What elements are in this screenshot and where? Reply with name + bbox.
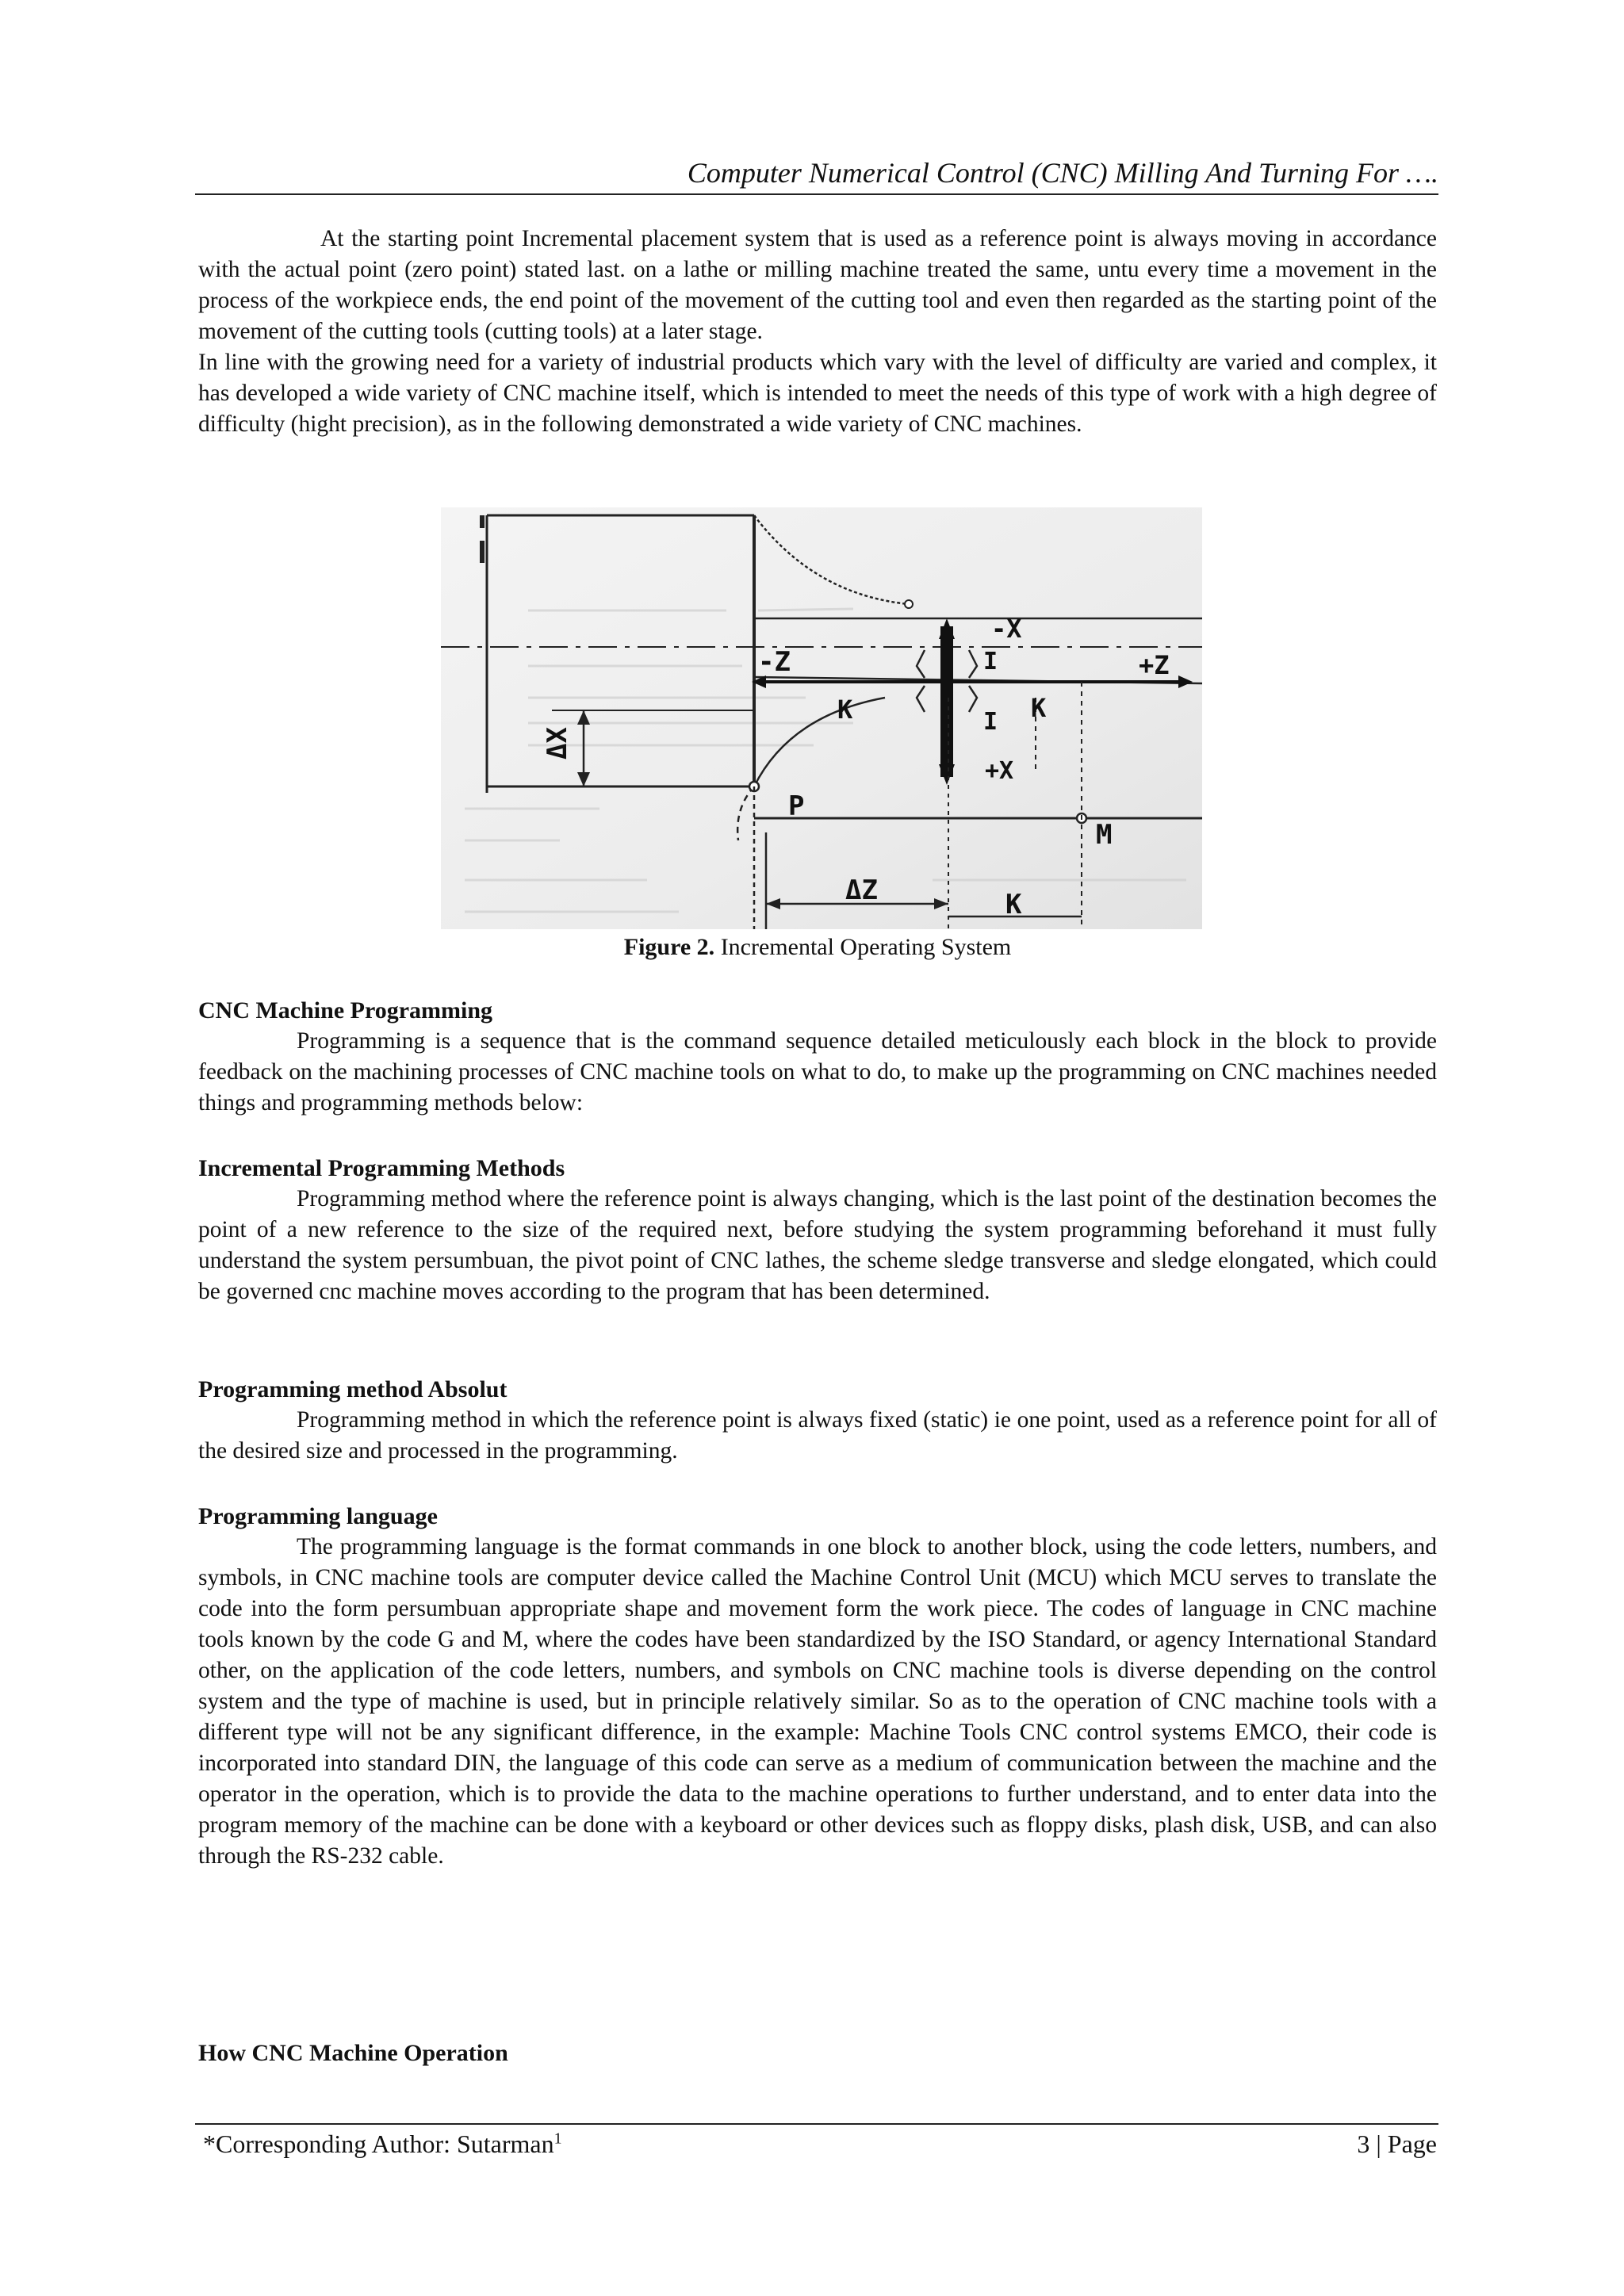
figure-diagram bbox=[441, 507, 1202, 929]
label-m: M bbox=[1096, 819, 1113, 851]
footer-author-sup: 1 bbox=[553, 2130, 562, 2148]
section-heading-cnc-programming: CNC Machine Programming bbox=[198, 997, 493, 1024]
label-minus-x: -X bbox=[991, 614, 1022, 644]
label-p: P bbox=[788, 790, 805, 822]
label-delta-z: ΔZ bbox=[845, 874, 878, 906]
label-k-bottom: K bbox=[1005, 889, 1022, 920]
section-text-incremental: Programming method where the reference point is always changing, which is the last point of the destination becomes the point of a new reference to the size of the required next, before studying the system programming beforehand it must fully understand the system persumbuan, the pivot point of CNC lathes, the scheme sledge transverse and sledge elongated, which could be governed cnc machine moves according to the program that has been determined. bbox=[198, 1186, 1437, 1304]
label-minus-z: -Z bbox=[758, 646, 791, 678]
label-delta-x: ΔX bbox=[542, 727, 573, 760]
figure-incremental-system bbox=[441, 507, 1202, 929]
running-title: Computer Numerical Control (CNC) Milling And Turning For …. bbox=[687, 157, 1438, 189]
intro-paragraph-1: At the starting point Incremental placement system that is used as a reference point is always moving in accordance with the actual point (zero point) stated last. on a lathe or milling machine treated the same, untu every time a movement in the process of the workpiece ends, the end point of the movement of the cutting tool and even then regarded as the starting point of the movement of the cutting tools (cutting tools) at a later stage. bbox=[198, 226, 1437, 344]
label-i-bottom: I bbox=[983, 708, 998, 736]
intro-paragraph-2: In line with the growing need for a variety of industrial products which vary with the level of difficulty are varied and complex, it has developed a wide variety of CNC machine itself, which is intended to meet the needs of this type of work with a high degree of difficulty (hight precision), as in the following demonstrated a wide variety of CNC machines. bbox=[198, 350, 1437, 437]
section-text-absolut: Programming method in which the reference point is always fixed (static) ie one point, used as a reference point for all of the desired size and processed in the programming. bbox=[198, 1407, 1437, 1464]
figure-caption-label: Figure 2. bbox=[623, 934, 715, 960]
label-i-top: I bbox=[983, 648, 998, 675]
label-plus-z: +Z bbox=[1139, 650, 1170, 680]
footer-author bbox=[203, 2128, 562, 2160]
section-text-cnc-programming: Programming is a sequence that is the command sequence detailed meticulously each block in the block to provide feedback on the machining processes of CNC machine tools on what to do, to make up the programming on CNC machines needed things and programming methods below: bbox=[198, 1028, 1437, 1115]
section-heading-absolut: Programming method Absolut bbox=[198, 1376, 508, 1402]
footer-author-text: *Corresponding Author: Sutarman bbox=[203, 2130, 554, 2158]
section-heading-operation: How CNC Machine Operation bbox=[198, 2040, 508, 2066]
label-plus-x: +X bbox=[985, 757, 1014, 785]
label-k-right: K bbox=[1031, 693, 1047, 723]
section-heading-language: Programming language bbox=[198, 1503, 438, 1529]
footer-rule bbox=[195, 2123, 1438, 2125]
label-k-left: K bbox=[837, 695, 853, 725]
section-heading-incremental: Incremental Programming Methods bbox=[198, 1155, 565, 1181]
figure-caption-text: Incremental Operating System bbox=[720, 934, 1012, 960]
header-rule bbox=[195, 193, 1438, 195]
point-circle-top bbox=[905, 600, 913, 608]
section-text-language: The programming language is the format commands in one block to another block, using the code letters, numbers, and symbols, in CNC machine tools are computer device called the Machine Control Unit (MCU) which MCU serves to translate the code into the form persumbuan appropriate shape and movement form the work piece. The codes of language in CNC machine tools known by the code G and M, where the codes have been standardized by the ISO Standard, or agency International Standard other, on the application of the code letters, numbers, and symbols on CNC machine tools is diverse depending on the control system and the type of machine is used, but in principle relatively similar. So as to the operation of CNC machine tools with a different type will not be any significant difference, in the example: Machine Tools CNC control systems EMCO, their code is incorporated into standard DIN, the language of this code can serve as a medium of communication between the machine and the operator in the operation, which is to provide the data to the machine operations to further understand, and to enter data into the program memory of the machine can be done with a keyboard or other devices such as floppy disks, plash disk, USB, and can also through the RS-232 cable. bbox=[198, 1534, 1437, 1869]
figure-caption bbox=[198, 932, 1437, 963]
page-number: 3 | Page bbox=[1357, 2130, 1437, 2158]
